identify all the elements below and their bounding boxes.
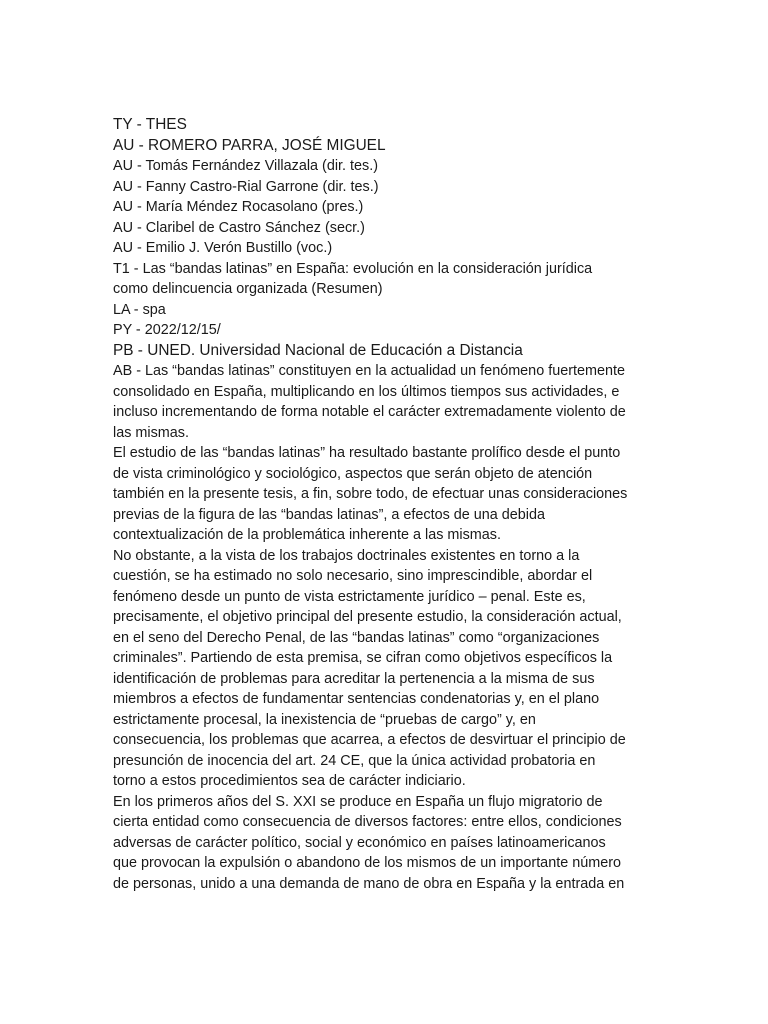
record-language: LA - spa <box>113 301 166 318</box>
abstract-line: previas de la figura de las “bandas latinas”, a efectos de una debida <box>113 506 546 523</box>
abstract-line: presunción de inocencia del art. 24 CE, que la única actividad probatoria en <box>113 752 596 769</box>
record-author-3: AU - María Méndez Rocasolano (pres.) <box>113 199 364 215</box>
record-author-5: AU - Emilio J. Verón Bustillo (voc.) <box>113 240 333 256</box>
record-author-1: AU - Tomás Fernández Villazala (dir. tes.) <box>113 158 379 174</box>
record-title-line-1: T1 - Las “bandas latinas” en España: evolución en la consideración jurídica <box>113 260 593 277</box>
record-author-4: AU - Claribel de Castro Sánchez (secr.) <box>113 219 365 236</box>
abstract-line: El estudio de las “bandas latinas” ha resultado bastante prolífico desde el punto <box>113 445 621 461</box>
abstract-line: AB - Las “bandas latinas” constituyen en la actualidad un fenómeno fuertemente <box>113 363 625 379</box>
document-page <box>113 115 658 894</box>
record-author-2: AU - Fanny Castro-Rial Garrone (dir. tes.) <box>113 178 379 195</box>
abstract-line: En los primeros años del S. XXI se produce en España un flujo migratorio de <box>113 793 603 810</box>
abstract-line: estrictamente procesal, la inexistencia de “pruebas de cargo” y, en <box>113 711 536 728</box>
abstract-line: cuestión, se ha estimado no solo necesario, sino imprescindible, abordar el <box>113 568 593 584</box>
record-type: TY - THES <box>113 116 187 133</box>
abstract-line: en el seno del Derecho Penal, de las “bandas latinas” como “organizaciones <box>113 629 600 646</box>
abstract-line: consolidado en España, multiplicando en los últimos tiempos sus actividades, e <box>113 383 620 400</box>
abstract-line: de vista criminológico y sociológico, aspectos que serán objeto de atención <box>113 465 593 482</box>
abstract-line: No obstante, a la vista de los trabajos doctrinales existentes en torno a la <box>113 547 580 564</box>
abstract-line: criminales”. Partiendo de esta premisa, se cifran como objetivos específicos la <box>113 650 613 666</box>
record-publication-year: PY - 2022/12/15/ <box>113 322 221 338</box>
abstract-line: que provocan la expulsión o abandono de los mismos de un importante número <box>113 855 621 871</box>
record-title-line-2: como delincuencia organizada (Resumen) <box>113 281 383 297</box>
abstract-line: identificación de problemas para acreditar la pertenencia a la misma de sus <box>113 670 595 687</box>
abstract-line: contextualización de la problemática inherente a las mismas. <box>113 527 501 543</box>
record-author-main: AU - ROMERO PARRA, JOSÉ MIGUEL <box>113 136 386 154</box>
abstract-line: cierta entidad como consecuencia de diversos factores: entre ellos, condiciones <box>113 814 622 830</box>
abstract-line: adversas de carácter político, social y económico en países latinoamericanos <box>113 834 606 851</box>
abstract-line: las mismas. <box>113 424 189 441</box>
abstract-line: fenómeno desde un punto de vista estrictamente jurídico – penal. Este es, <box>113 588 586 605</box>
abstract-line: incluso incrementando de forma notable el carácter extremadamente violento de <box>113 404 626 420</box>
record-abstract <box>113 361 658 894</box>
abstract-line: precisamente, el objetivo principal del presente estudio, la consideración actual, <box>113 609 622 625</box>
abstract-line: también en la presente tesis, a fin, sobre todo, de efectuar unas consideraciones <box>113 486 628 502</box>
abstract-line: torno a estos procedimientos sea de carácter indiciario. <box>113 773 466 789</box>
record-publisher: PB - UNED. Universidad Nacional de Educación a Distancia <box>113 341 523 359</box>
abstract-line: de personas, unido a una demanda de mano de obra en España y la entrada en <box>113 875 625 892</box>
abstract-line: consecuencia, los problemas que acarrea, a efectos de desvirtuar el principio de <box>113 732 626 748</box>
abstract-line: miembros a efectos de fundamentar sentencias condenatorias y, en el plano <box>113 691 600 707</box>
